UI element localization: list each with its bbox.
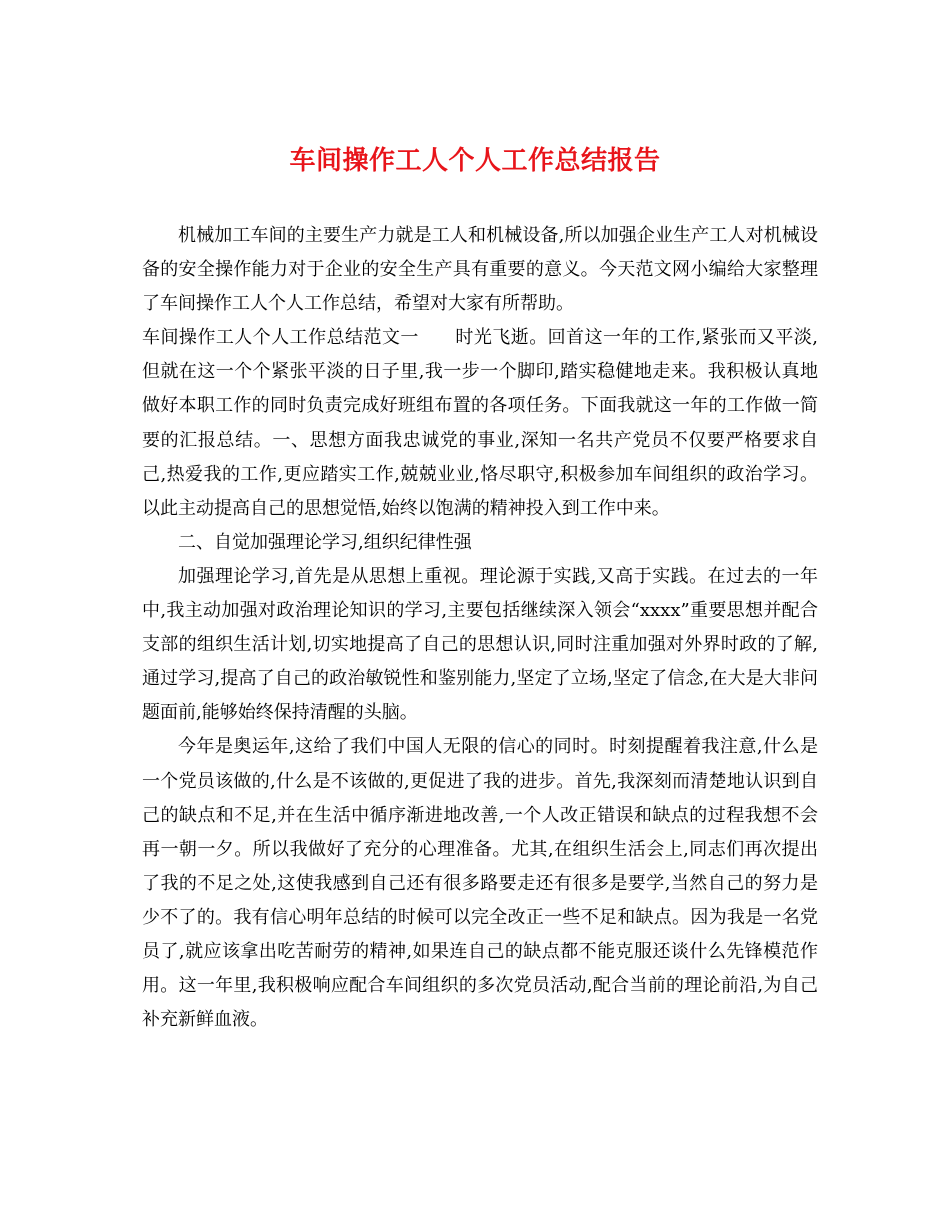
sample-heading: 车间操作工人个人工作总结范文一 (142, 327, 419, 349)
theory-paragraph: 加强理论学习,首先是从思想上重视。理论源于实践,又高于实践。在过去的一年中,我主动加强对政治理论知识的学习,主要包括继续深入领会“xxxx”重要思想并配合支部的组织生活计划,切实地提高了自己的思想认识,同时注重加强对外界时政的了解,通过学习,提高了自己的政治敏锐性和鉴别能力,坚定了立场,坚定了信念,在大是大非问题面前,能够始终保持清醒的头脑。 (142, 565, 818, 724)
sample-text: 时光飞逝。回首这一年的工作,紧张而又平淡,但就在这一个个紧张平淡的日子里,我一步一个脚印,踏实稳健地走来。我积极认真地做好本职工作的同时负责完成好班组布置的各项任务。下面我就这一年的工作做一简要的汇报总结。一、思想方面我忠诚党的事业,深知一名共产党员不仅要严格要求自己,热爱我的工作,更应踏实工作,兢兢业业,恪尽职守,积极参加车间组织的政治学习。以此主动提高自己的思想觉悟,始终以饱满的精神投入到工作中来。 (142, 327, 819, 519)
document-title: 车间操作工人个人工作总结报告 (289, 146, 661, 176)
section-two-heading: 二、自觉加强理论学习,组织纪律性强 (178, 531, 472, 553)
intro-paragraph: 机械加工车间的主要生产力就是工人和机械设备,所以加强企业生产工人对机械设备的安全操作能力对于企业的安全生产具有重要的意义。今天范文网小编给大家整理了车间操作工人个人工作总结，希望对大家有所帮助。 (142, 225, 818, 315)
document-body (142, 219, 818, 1037)
sample-paragraph (142, 321, 818, 526)
olympic-paragraph: 今年是奥运年,这给了我们中国人无限的信心的同时。时刻提醒着我注意,什么是一个党员该做的,什么是不该做的,更促进了我的进步。首先,我深刻而清楚地认识到自己的缺点和不足,并在生活中循序渐进地改善,一个人改正错误和缺点的过程我想不会再一朝一夕。所以我做好了充分的心理准备。尤其,在组织生活会上,同志们再次提出了我的不足之处,这使我感到自己还有很多路要走还有很多是要学,当然自己的努力是少不了的。我有信心明年总结的时候可以完全改正一些不足和缺点。因为我是一名党员了,就应该拿出吃苦耐劳的精神,如果连自己的缺点都不能克服还谈什么先锋模范作用。这一年里,我积极响应配合车间组织的多次党员活动,配合当前的理论前沿,为自己补充新鲜血液。 (142, 736, 818, 1031)
